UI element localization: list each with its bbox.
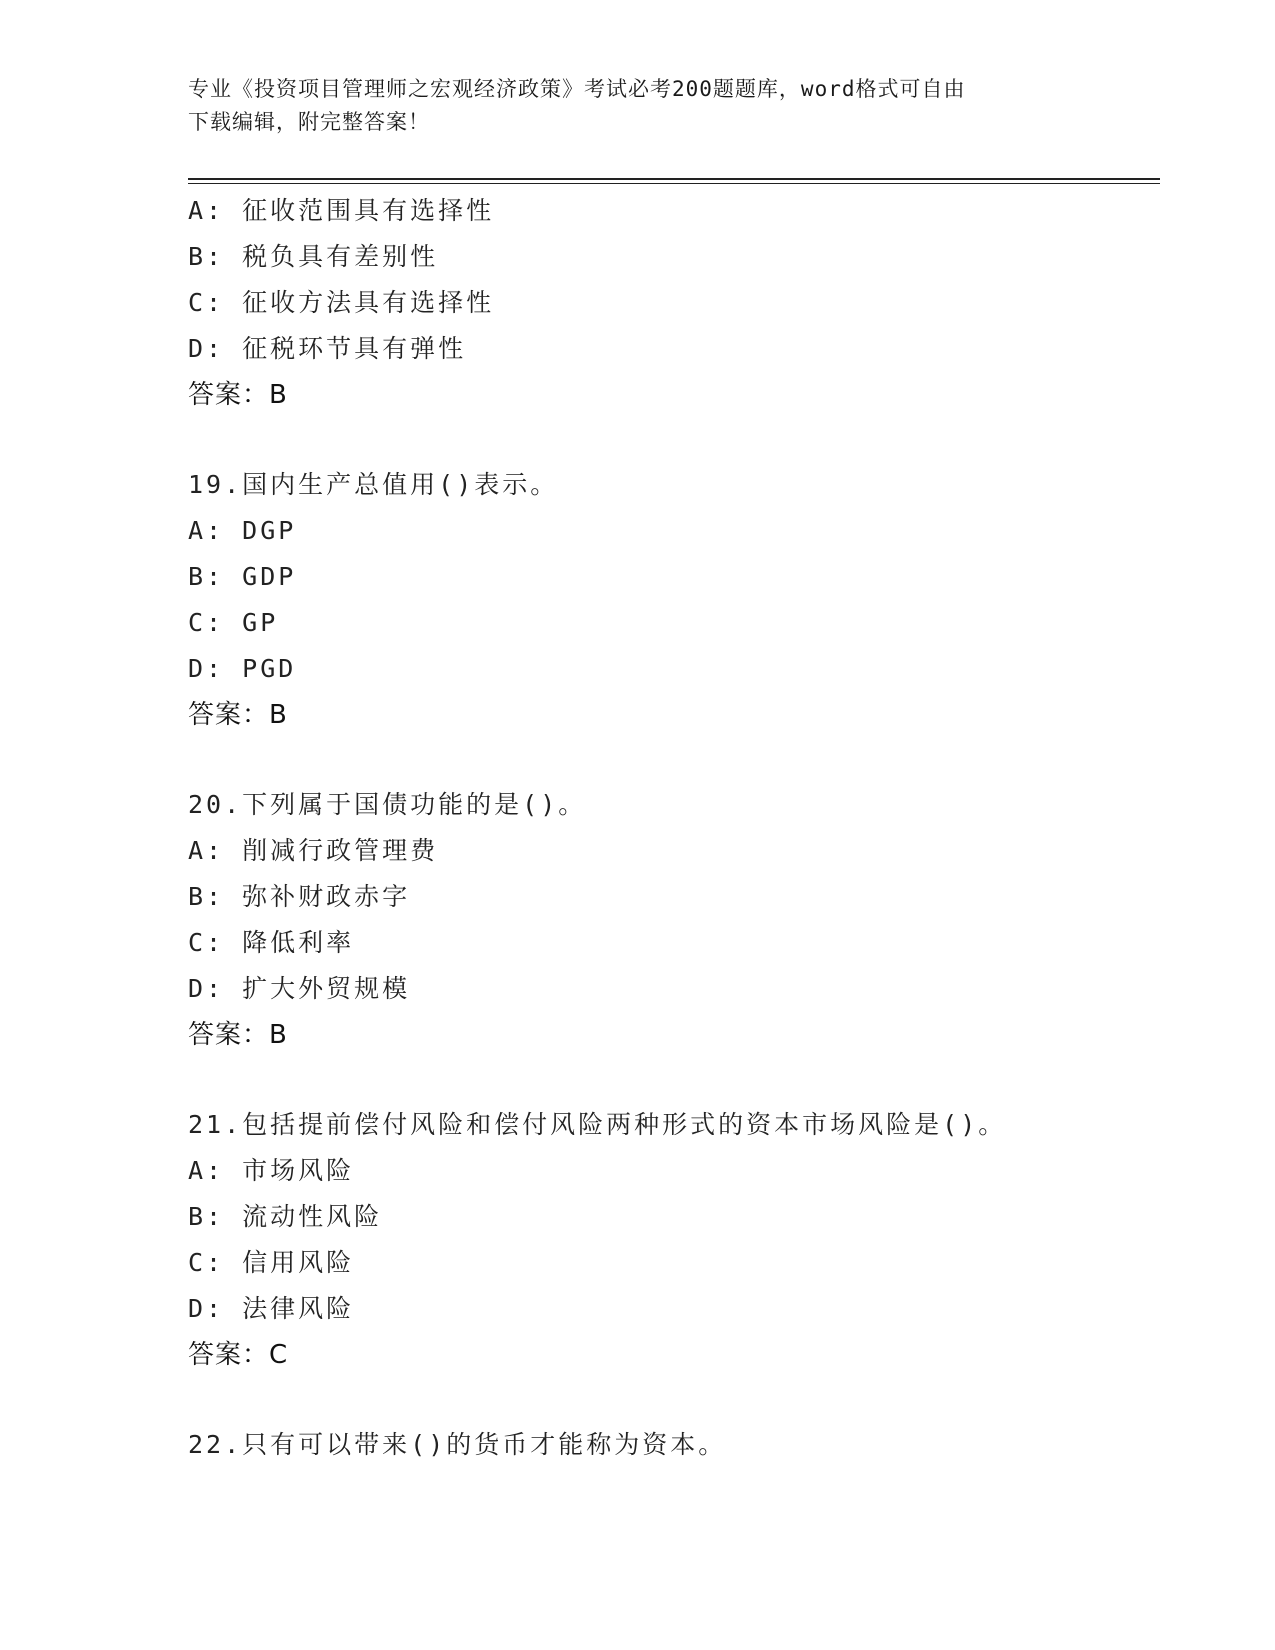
question-19 [188, 462, 1188, 738]
header-divider [188, 178, 1160, 180]
answer: 答案：B [188, 380, 288, 410]
question-stem: 22.只有可以带来()的货币才能称为资本。 [188, 1430, 727, 1459]
option-a: A: 征收范围具有选择性 [188, 196, 495, 225]
answer: 答案：C [188, 1340, 289, 1370]
option-c: C: 征收方法具有选择性 [188, 288, 495, 317]
question-list [188, 188, 1188, 1468]
option-b: B: 流动性风险 [188, 1202, 383, 1231]
option-d: D: 征税环节具有弹性 [188, 334, 467, 363]
document-header [188, 73, 1088, 139]
option-c: C: 信用风险 [188, 1248, 355, 1277]
option-c: C: GP [188, 608, 279, 637]
question-21 [188, 1102, 1188, 1378]
question-18-continued [188, 188, 1188, 418]
option-a: A: 市场风险 [188, 1156, 355, 1185]
option-b: B: 税负具有差别性 [188, 242, 439, 271]
option-d: D: 扩大外贸规模 [188, 974, 411, 1003]
option-d: D: 法律风险 [188, 1294, 355, 1323]
question-stem: 20.下列属于国债功能的是()。 [188, 790, 587, 819]
option-a: A: 削减行政管理费 [188, 836, 439, 865]
answer: 答案：B [188, 1020, 288, 1050]
header-line-2: 下载编辑，附完整答案！ [188, 110, 430, 134]
header-divider-thin [188, 183, 1160, 184]
option-d: D: PGD [188, 654, 297, 683]
option-b: B: GDP [188, 562, 297, 591]
header-line-1: 专业《投资项目管理师之宏观经济政策》考试必考200题题库，word格式可自由 [188, 77, 966, 101]
option-a: A: DGP [188, 516, 297, 545]
question-stem: 19.国内生产总值用()表示。 [188, 470, 559, 499]
question-22 [188, 1422, 1188, 1468]
answer: 答案：B [188, 700, 288, 730]
question-20 [188, 782, 1188, 1058]
question-stem: 21.包括提前偿付风险和偿付风险两种形式的资本市场风险是()。 [188, 1110, 1007, 1139]
option-b: B: 弥补财政赤字 [188, 882, 411, 911]
option-c: C: 降低利率 [188, 928, 355, 957]
